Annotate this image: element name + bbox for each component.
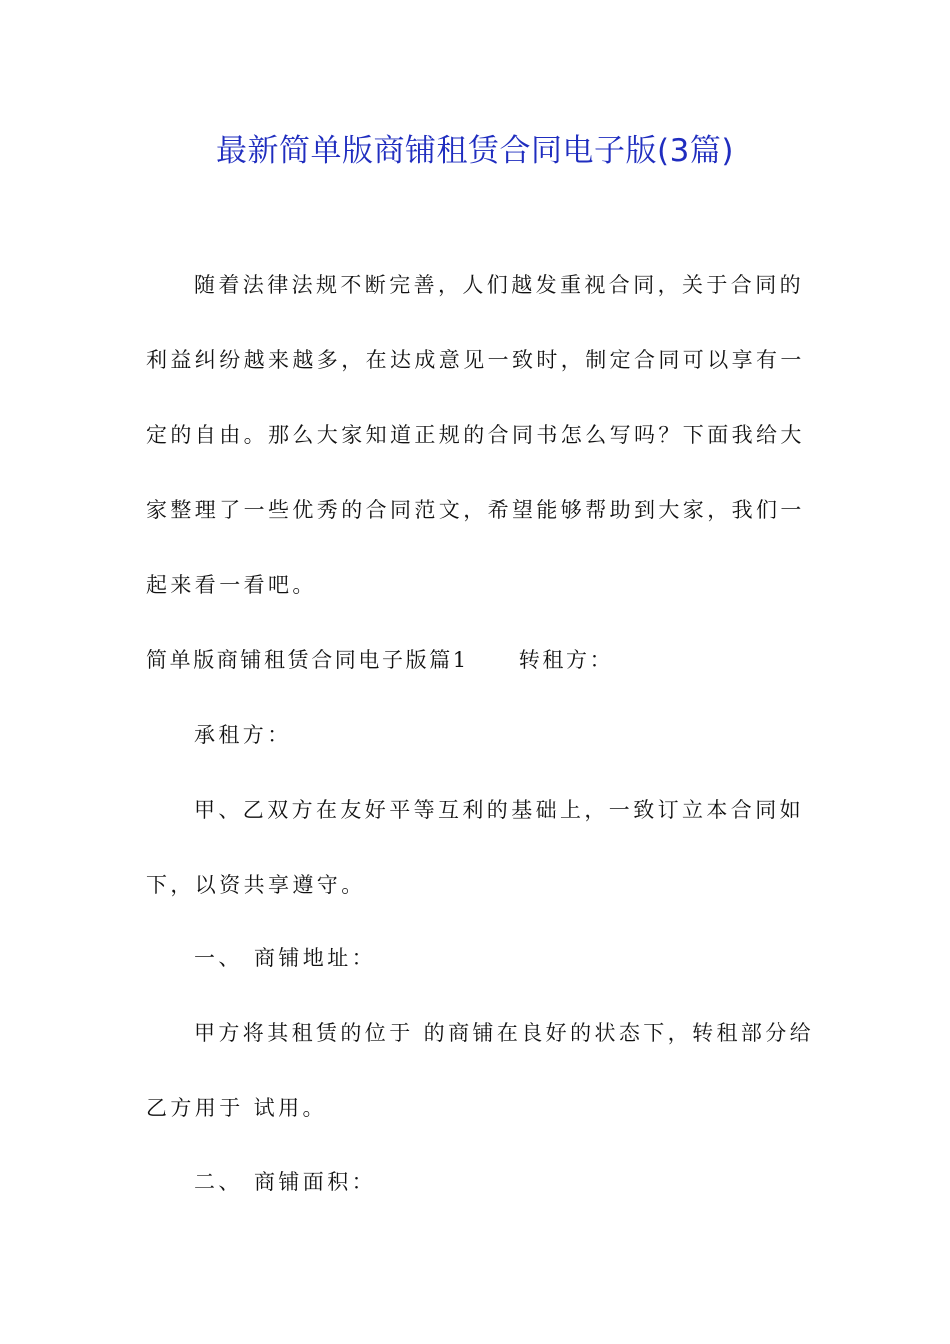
document-title: 最新简单版商铺租赁合同电子版(3篇) — [216, 133, 734, 169]
section-heading-line — [146, 643, 816, 677]
clause-2-heading — [194, 1165, 864, 1199]
clause-1-title: 商铺地址： — [254, 946, 376, 970]
intro-line-3: 定的自由。那么大家知道正规的合同书怎么写吗？下面我给大 — [146, 423, 805, 447]
intro-line-2: 利益纠纷越来越多，在达成意见一致时，制定合同可以享有一 — [146, 348, 805, 372]
section-heading: 简单版商铺租赁合同电子版篇1 — [146, 648, 469, 672]
agreement-line-2: 下，以资共享遵守。 — [146, 873, 366, 897]
intro-line-4: 家整理了一些优秀的合同范文，希望能够帮助到大家，我们一 — [146, 498, 805, 522]
agreement-line-1: 甲、乙双方在友好平等互利的基础上，一致订立本合同如 — [194, 798, 804, 822]
clause-1-heading — [194, 941, 864, 975]
clause-1-line-2: 乙方用于 试用。 — [146, 1096, 327, 1120]
clause-2-title: 商铺面积： — [254, 1170, 376, 1194]
lessee-label: 承租方： — [194, 723, 292, 747]
clause-1-number: 一、 — [194, 946, 243, 970]
intro-line-5: 起来看一看吧。 — [146, 573, 317, 597]
clause-1-line-1: 甲方将其租赁的位于 的商铺在良好的状态下，转租部分给 — [194, 1021, 815, 1045]
intro-line-1: 随着法律法规不断完善，人们越发重视合同，关于合同的 — [194, 273, 804, 297]
clause-2-number: 二、 — [194, 1170, 243, 1194]
sublessor-label: 转租方： — [518, 648, 614, 672]
